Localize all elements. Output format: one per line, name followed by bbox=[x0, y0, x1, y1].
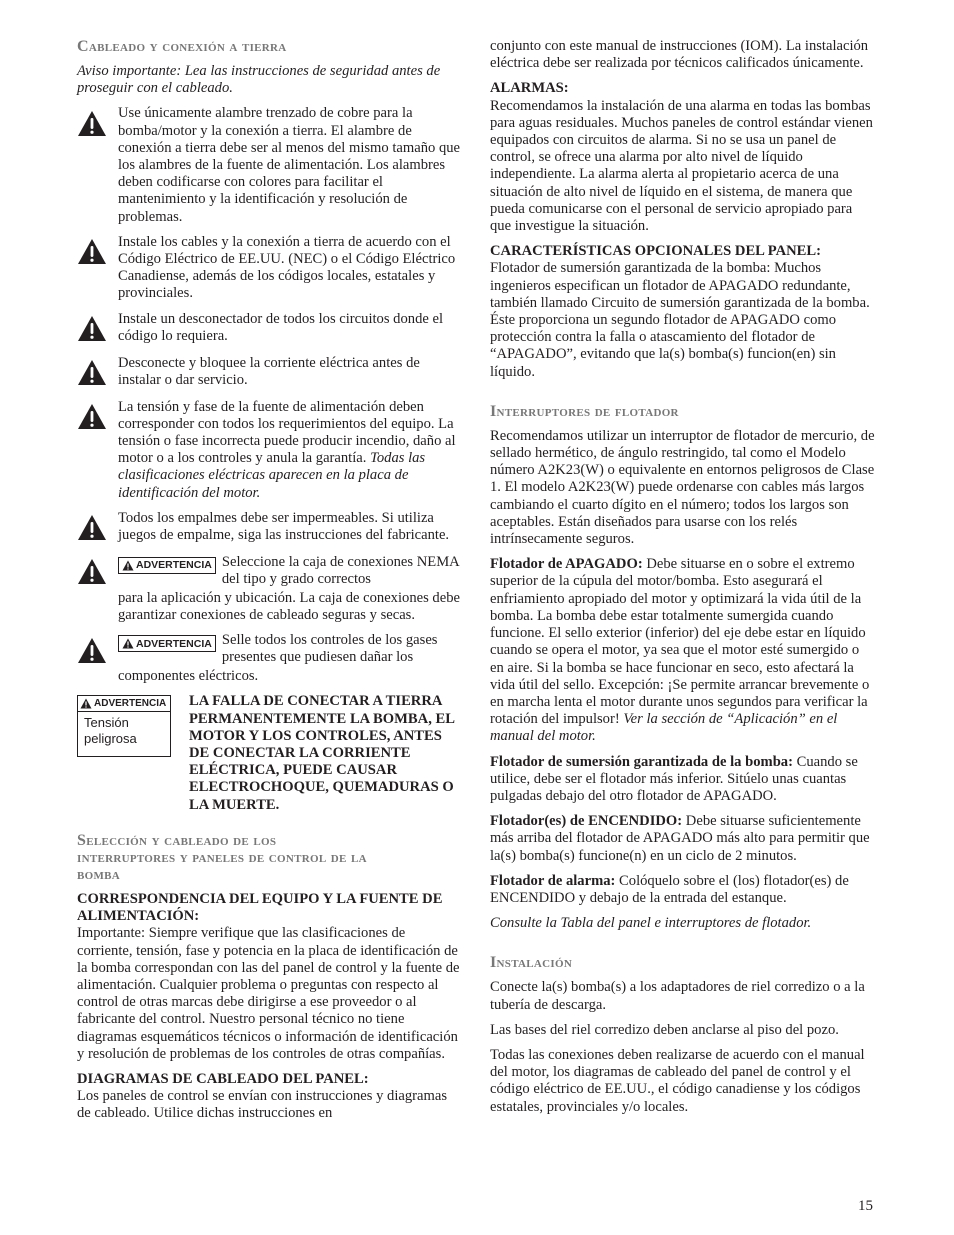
advertencia-item bbox=[77, 632, 463, 685]
float-intro: Recomendamos utilizar un interruptor de flotador de mercurio, de sellado hermético, de ángulo restringido, tal como el Modelo número A2K23(W) o equivalente en entornos peligrosos de Clase 1. El modelo A2K23(W) puede ordenarse con cables más largos cambiando el cuarto dígito en el número; todos los largos son aceptables. Están diseñados para usarse con los relés intrínsecamente seguros. bbox=[490, 427, 875, 548]
danger-box bbox=[77, 695, 171, 757]
warning-item bbox=[77, 510, 463, 546]
section-title-control-panels: Selección y cableado de los interruptores y paneles de control de la bomba bbox=[77, 831, 367, 883]
diagrams-body: Los paneles de control se envían con instrucciones y diagramas de cableado. Utilice dichas instrucciones en bbox=[77, 1088, 447, 1122]
correspondence-heading: CORRESPONDENCIA DEL EQUIPO Y LA FUENTE DE ALIMENTACIÓN: bbox=[77, 890, 443, 925]
danger-text: LA FALLA DE CONECTAR A TIERRA PERMANENTEMENTE LA BOMBA, EL MOTOR Y LOS CONTROLES, ANTES DE CONECTAR LA CORRIENTE ELÉCTRICA, PUEDE CAUSAR ELECTROCHOQUE, QUEMADURAS O LA MUERTE. bbox=[189, 693, 455, 813]
installation-paragraph-2: Las bases del riel corredizo deben anclarse al piso del pozo. bbox=[490, 1021, 839, 1038]
correspondence-body: Importante: Siempre verifique que las clasificaciones de corriente, tensión, fase y potencia en la placa de identificación de la bomba correspondan con las del panel de control y la fuente de alimentación. Cualquier problema o preguntas con respecto al control de otras marcas debe dirigirse a ese proveedor o al fabricante del control. Nuestro personal técnico no tiene diagramas esquemáticos técnicos o información de identificación y resolución de problemas de los controles de otras compañías. bbox=[77, 925, 460, 1062]
off-float-heading: Flotador de APAGADO: bbox=[490, 556, 643, 573]
warning-item bbox=[77, 311, 463, 347]
see-table-note: Consulte la Tabla del panel e interruptores de flotador. bbox=[490, 915, 812, 932]
alarms-heading: ALARMAS: bbox=[490, 80, 569, 97]
alarms-paragraph bbox=[490, 80, 876, 235]
warning-item bbox=[77, 234, 463, 303]
diagrams-paragraph bbox=[77, 1071, 463, 1123]
alarms-body: Recomendamos la instalación de una alarma en todas las bombas para aguas residuales. Muchos paneles de control estándar vienen equipados con circuitos de alarma. Si no se usa un panel de control, se ofrece una alarma por alto nivel de líquido independiente. La alarma alerta al propietario acerca de una situación de alto nivel de líquido en el sistema, de manera que pueda comunicarse con el personal de servicio apropiado para que investigue la situación. bbox=[490, 97, 873, 235]
warning-triangle-icon bbox=[77, 632, 118, 668]
advertencia-item bbox=[77, 554, 463, 624]
off-float-italic: Ver la sección de “Aplicación” en el manual del motor. bbox=[490, 711, 838, 745]
advertencia-badge bbox=[118, 635, 216, 652]
off-float-body: Debe situarse en o sobre el extremo superior de la cúpula del motor/bomba. Esto asegurará el enfriamiento apropiado del motor y optimizará la vida útil de la bomba. La bomba debe estar totalmente sumergida cuando funcione. El sello exterior (inferior) del eje debe estar en líquido cuando se opera el motor, ya sea que el motor esté sumergido o en aire. Si la bomba se hace funcionar en seco, esto afectará la vida útil del sello. Excepción: ¡Se permite arrancar brevemente o en marcha lenta el motor durante unos segundos para verificar la rotación del impulsor! bbox=[490, 556, 870, 728]
page-number: 15 bbox=[858, 1198, 873, 1214]
warning-triangle-icon bbox=[77, 105, 118, 141]
small-warning-icon bbox=[122, 638, 134, 649]
advertencia-text-rest: componentes eléctricos. bbox=[118, 668, 259, 685]
warning-text: Desconecte y bloquee la corriente eléctrica antes de instalar o dar servicio. bbox=[118, 354, 420, 388]
warning-triangle-icon bbox=[77, 510, 118, 546]
warning-text-italic: Todas las clasificaciones eléctricas aparecen en la placa de identificación del motor. bbox=[118, 450, 426, 501]
right-column bbox=[490, 38, 876, 1124]
warning-text: Todos los empalmes debe ser impermeables. Si utiliza juegos de empalme, siga las instrucciones del fabricante. bbox=[118, 509, 450, 544]
warning-item bbox=[77, 355, 463, 391]
advertencia-label: ADVERTENCIA bbox=[136, 637, 212, 650]
safety-notice: Aviso importante: Lea las instrucciones de seguridad antes de proseguir con el cableado. bbox=[77, 63, 441, 97]
submersion-float-heading: Flotador de sumersión garantizada de la bomba: bbox=[490, 753, 793, 770]
advertencia-badge bbox=[118, 557, 216, 574]
optional-features-heading: CARACTERÍSTICAS OPCIONALES DEL PANEL: bbox=[490, 243, 821, 260]
advertencia-text-first: Selle todos los controles de los gases presentes que pudiesen dañar los bbox=[221, 632, 438, 666]
warning-text: Instale un desconectador de todos los circuitos donde el código lo requiera. bbox=[118, 310, 444, 344]
warning-text-main: La tensión y fase de la fuente de alimentación deben corresponder con todos los requerimientos del equipo. La tensión o fase incorrecta puede producir incendio, daño al motor o a los controles y anula la garantía. bbox=[118, 398, 456, 467]
warning-text: Instale los cables y la conexión a tierra de acuerdo con el Código Eléctrico de EE.UU. (NEC) o el Código Eléctrico Canadiense, además de los códigos locales, estatales y provinciales. bbox=[118, 233, 456, 302]
on-float-paragraph bbox=[490, 813, 876, 865]
warning-text bbox=[118, 399, 463, 502]
on-float-heading: Flotador(es) de ENCENDIDO: bbox=[490, 813, 683, 830]
left-column bbox=[77, 38, 463, 1131]
alarm-float-paragraph bbox=[490, 873, 876, 907]
section-title-installation: Instalación bbox=[490, 954, 573, 972]
submersion-float-paragraph bbox=[490, 754, 876, 806]
installation-paragraph-3: Todas las conexiones deben realizarse de acuerdo con el manual del motor, los diagramas de cableado del panel de control y el código eléctrico de EE.UU., el código canadiense y los códigos estatales, provinciales y/o locales. bbox=[490, 1046, 865, 1115]
alarm-float-body: Colóquelo sobre el (los) flotador(es) de ENCENDIDO y debajo de la entrada del estanque. bbox=[490, 872, 849, 906]
warning-triangle-icon bbox=[77, 554, 118, 590]
warning-item bbox=[77, 399, 463, 502]
warning-triangle-icon bbox=[77, 399, 118, 435]
warning-triangle-icon bbox=[77, 234, 118, 270]
warning-triangle-icon bbox=[77, 355, 118, 391]
continued-paragraph: conjunto con este manual de instrucciones (IOM). La instalación eléctrica debe ser realizada por técnicos calificados únicamente. bbox=[490, 38, 869, 72]
optional-features-paragraph bbox=[490, 243, 876, 381]
advertencia-text-first: Seleccione la caja de conexiones NEMA del tipo y grado correctos bbox=[221, 553, 459, 588]
correspondence-paragraph bbox=[77, 891, 463, 1063]
section-title-wiring: Cableado y conexión a tierra bbox=[77, 38, 287, 55]
diagrams-heading: DIAGRAMAS DE CABLEADO DEL PANEL: bbox=[77, 1070, 369, 1087]
small-warning-icon bbox=[122, 560, 134, 571]
danger-label: ADVERTENCIA bbox=[94, 698, 167, 710]
advertencia-label: ADVERTENCIA bbox=[136, 559, 212, 572]
section-title-float-switches: Interruptores de flotador bbox=[490, 402, 679, 420]
advertencia-text-rest: para la aplicación y ubicación. La caja de conexiones debe garantizar conexiones de cableado seguras y secas. bbox=[118, 589, 460, 624]
warning-triangle-icon bbox=[77, 311, 118, 347]
danger-notice bbox=[77, 693, 463, 813]
alarm-float-heading: Flotador de alarma: bbox=[490, 872, 616, 889]
danger-box-text: Tensión peligrosa bbox=[84, 715, 137, 747]
small-warning-icon bbox=[80, 698, 92, 709]
off-float-paragraph bbox=[490, 556, 876, 745]
warning-item bbox=[77, 105, 463, 225]
installation-paragraph-1: Conecte la(s) bomba(s) a los adaptadores de riel corredizo o a la tubería de descarga. bbox=[490, 979, 865, 1013]
on-float-body: Debe situarse suficientemente más arriba del flotador de APAGADO más alto para permitir que la(s) bomba(s) funcione(n) en un ciclo de 2 minutos. bbox=[490, 813, 870, 864]
submersion-float-body: Cuando se utilice, debe ser el flotador más inferior. Sitúelo unas cuantas pulgadas debajo del otro flotador de APAGADO. bbox=[490, 753, 858, 804]
optional-features-body: Flotador de sumersión garantizada de la bomba: Muchos ingenieros especifican un flotador de APAGADO redundante, también llamado Circuito de sumersión garantizada de la bomba. Éste proporciona un segundo flotador de APAGADO como protección contra la falla o atascamiento del flotador de “APAGADO”, evitando que la(s) bomba(s) funcion(en) sin líquido. bbox=[490, 260, 870, 380]
warning-text: Use únicamente alambre trenzado de cobre para la bomba/motor y la conexión a tierra. El alambre de conexión a tierra debe ser al menos del mismo tamaño que los alambres de la fuente de alimentación. Los alambres deben codificarse con colores para facilitar el mantenimiento y la identificación y resolución de problemas. bbox=[118, 105, 461, 225]
